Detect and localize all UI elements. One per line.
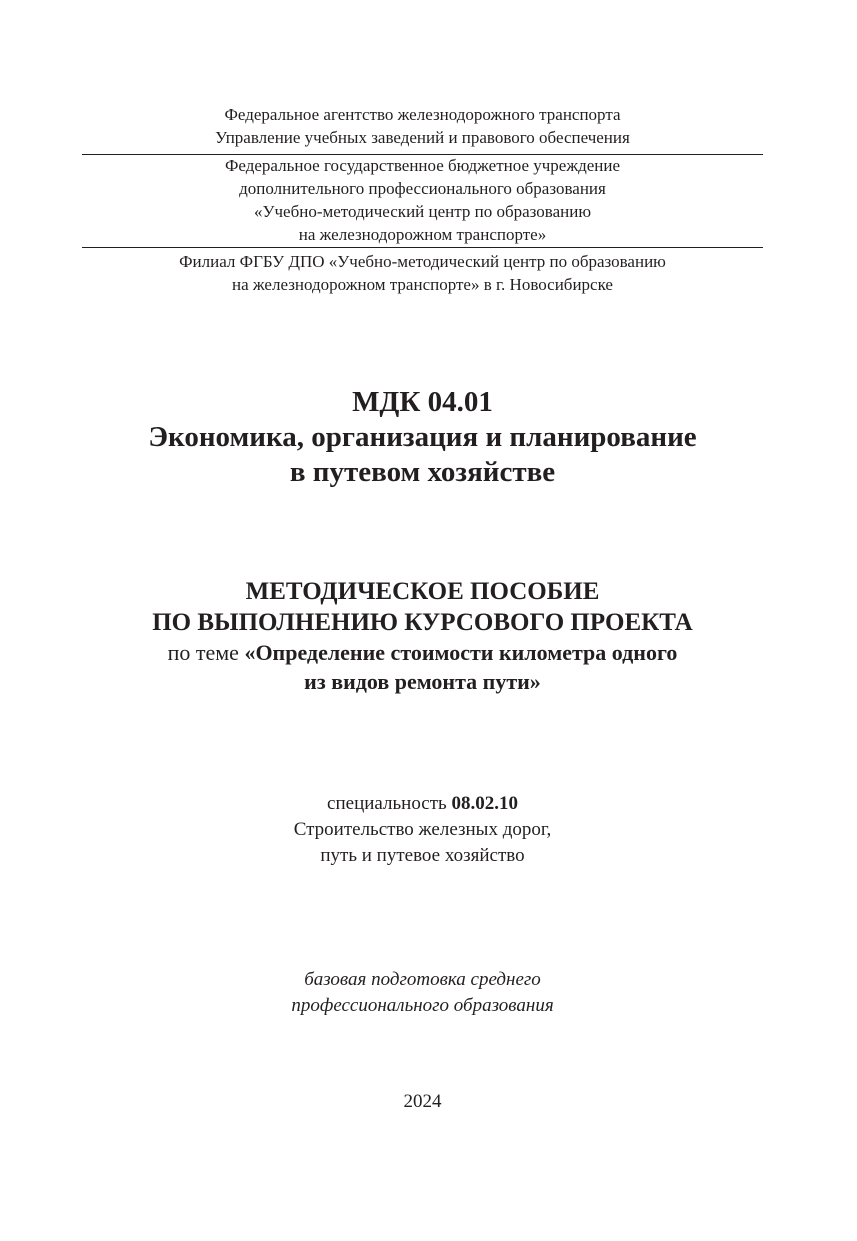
institution-line-3: «Учебно-методический центр по образованию — [253, 202, 592, 221]
manual-title-line-2: ПО ВЫПОЛНЕНИЮ КУРСОВОГО ПРОЕКТА — [152, 609, 693, 636]
specialty-line — [0, 791, 845, 817]
publication-year: 2024 — [403, 1091, 442, 1112]
manual-title-block — [0, 576, 845, 696]
manual-title-line-1: МЕТОДИЧЕСКОЕ ПОСОБИЕ — [245, 578, 600, 605]
institution-block — [0, 154, 845, 246]
topic-prefix: по теме — [167, 640, 245, 665]
topic-line-2: из видов ремонта пути» — [304, 669, 541, 694]
specialty-code: 08.02.10 — [451, 793, 518, 814]
branch-line-1: Филиал ФГБУ ДПО «Учебно-методический центр по образованию — [179, 252, 666, 271]
specialty-label: специальность — [327, 793, 452, 814]
agency-name: Федеральное агентство железнодорожного транспорта — [224, 105, 621, 124]
course-code: МДК 04.01 — [352, 386, 493, 418]
course-title-block — [0, 385, 845, 490]
branch-line-2: на железнодорожном транспорте» в г. Новосибирске — [232, 275, 613, 294]
topic-text-1: «Определение стоимости километра одного — [244, 640, 678, 665]
institution-line-4: на железнодорожном транспорте» — [298, 225, 547, 244]
agency-department: Управление учебных заведений и правового обеспечения — [215, 128, 630, 147]
branch-block — [0, 250, 845, 296]
topic-line-1 — [0, 638, 845, 667]
specialty-name-line-1: Строительство железных дорог, — [293, 819, 552, 840]
agency-block — [0, 103, 845, 149]
specialty-name-line-2: путь и путевое хозяйство — [320, 845, 525, 866]
specialty-block — [0, 791, 845, 869]
institution-line-1: Федеральное государственное бюджетное учреждение — [224, 156, 621, 175]
institution-line-2: дополнительного профессионального образования — [239, 179, 606, 198]
course-title-line-1: Экономика, организация и планирование — [148, 421, 697, 453]
education-level-block — [0, 967, 845, 1019]
course-title-line-2: в путевом хозяйстве — [289, 456, 556, 488]
divider-bottom — [82, 247, 763, 248]
education-level-line-2: профессионального образования — [291, 995, 554, 1016]
education-level-line-1: базовая подготовка среднего — [304, 969, 541, 990]
